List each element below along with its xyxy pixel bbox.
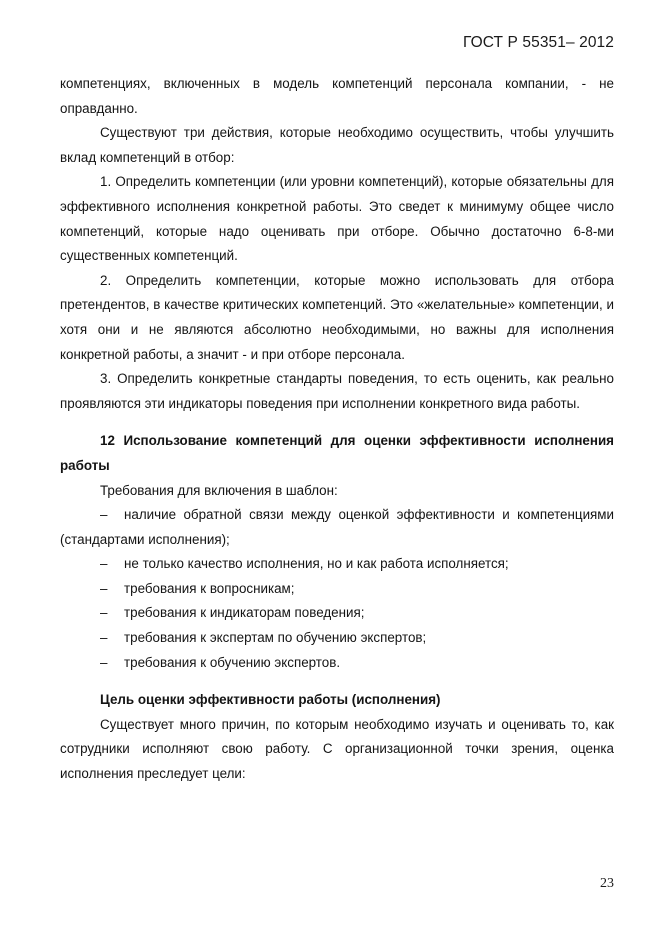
requirement-text: наличие обратной связи между оценкой эффективности и компетенциями (стандартами исполнения); [60,507,614,547]
continuation-paragraph: компетенциях, включенных в модель компетенций персонала компании, - не оправданно. [60,76,614,116]
step-1-paragraph: 1. Определить компетенции (или уровни компетенций), которые обязательны для эффективного исполнения конкретной работы. Это сведет к минимуму общее число компетенций, которые надо оценивать при отборе. Обычно достаточно 6-8-ми существенных компетенций. [60,174,614,264]
subheading: Цель оценки эффективности работы (исполнения) [100,692,441,708]
dash-marker: – [100,654,108,670]
requirement-item [60,503,614,552]
requirement-text: требования к индикаторам поведения; [124,605,365,621]
step-3-paragraph: 3. Определить конкретные стандарты поведения, то есть оценить, как реально проявляются эти индикаторы поведения при исполнении конкретного вида работы. [60,371,614,411]
dash-marker: – [100,580,108,596]
page-number: 23 [600,876,614,891]
requirement-text: требования к вопросникам; [124,580,295,596]
requirement-item [60,626,614,651]
requirement-text: требования к обучению экспертов. [124,654,341,670]
step-2-paragraph: 2. Определить компетенции, которые можно использовать для отбора претендентов, в качестве критических компетенций. Это «желательные» компетенции, и хотя они и не являются абсолютно необходимыми, но важны для исполнения конкретной работы, а значит - и при отборе персонала. [60,272,614,362]
dash-marker: – [100,630,108,646]
dash-marker: – [100,507,108,523]
requirement-item [60,651,614,676]
intro-paragraph: Существуют три действия, которые необходимо осуществить, чтобы улучшить вклад компетенций в отбор: [60,125,614,165]
dash-marker: – [100,556,108,572]
page-body [60,72,614,787]
requirement-item [60,552,614,577]
requirement-item [60,601,614,626]
closing-paragraph: Существует много причин, по которым необходимо изучать и оценивать то, как сотрудники исполняют свою работу. С организационной точки зрения, оценка исполнения преследует цели: [60,716,614,782]
requirement-text: требования к экспертам по обучению экспертов; [124,630,427,646]
requirement-text: не только качество исполнения, но и как работа исполняется; [124,556,509,572]
standard-id: ГОСТ Р 55351– 2012 [463,34,614,51]
document-header [463,34,614,52]
requirement-item [60,577,614,602]
dash-marker: – [100,605,108,621]
requirements-intro: Требования для включения в шаблон: [100,482,338,498]
section-heading: 12 Использование компетенций для оценки эффективности исполнения работы [60,433,614,473]
